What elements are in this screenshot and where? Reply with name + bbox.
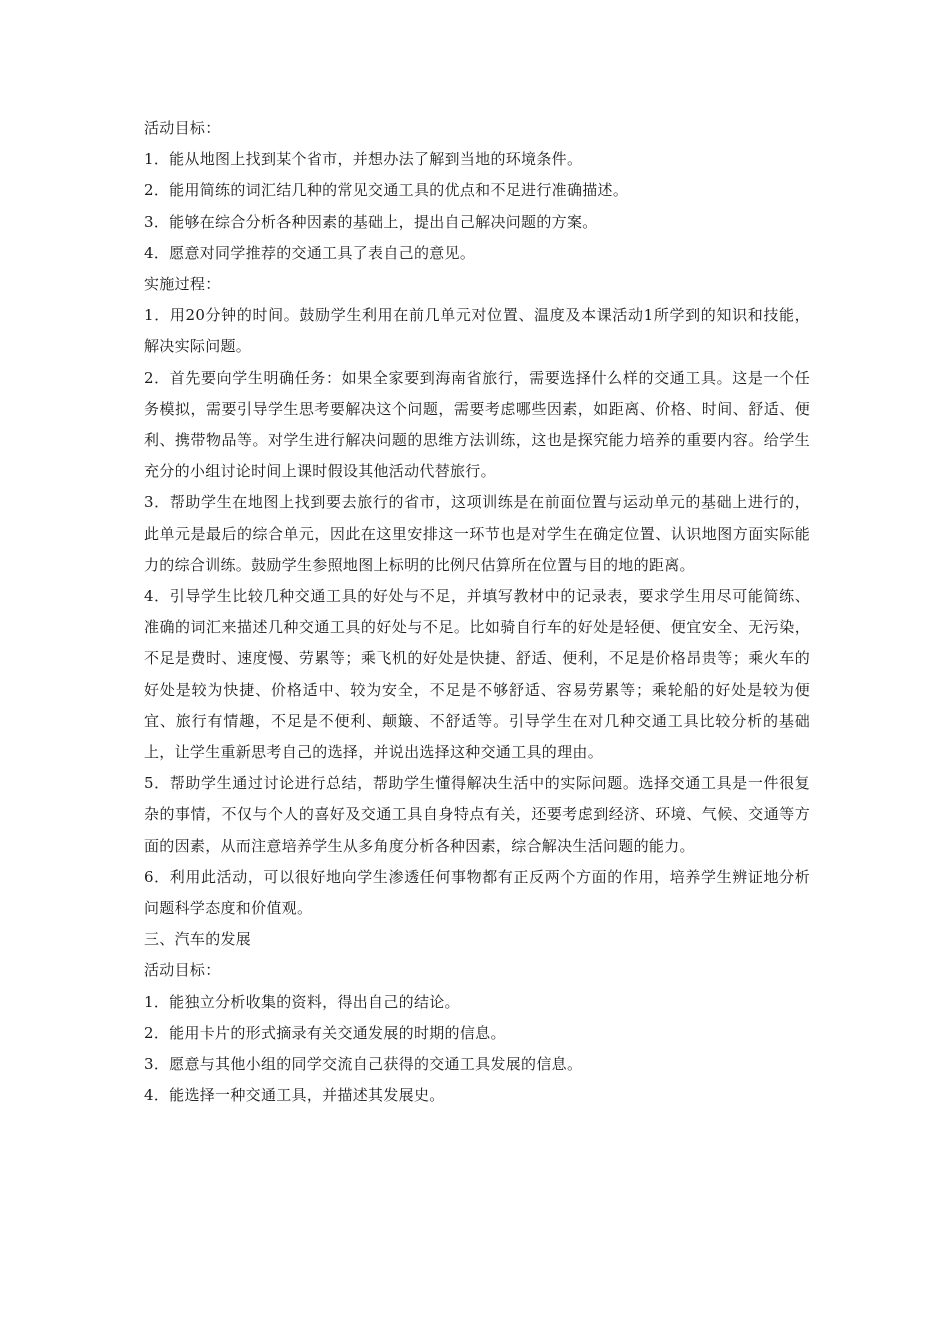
goal-item: 2．能用卡片的形式摘录有关交通发展的时期的信息。 <box>144 1023 506 1042</box>
section-title: 三、汽车的发展 <box>144 930 252 949</box>
goal-item: 3．能够在综合分析各种因素的基础上，提出自己解决问题的方案。 <box>144 212 598 231</box>
process-item: 6．利用此活动，可以很好地向学生渗透任何事物都有正反两个方面的作用，培养学生辨证地分析问题科学态度和价值观。 <box>144 867 810 918</box>
goal-item: 1．能独立分析收集的资料，得出自己的结论。 <box>144 992 460 1011</box>
process-item: 5．帮助学生通过讨论进行总结，帮助学生懂得解决生活中的实际问题。选择交通工具是一件很复杂的事情，不仅与个人的喜好及交通工具自身特点有关，还要考虑到经济、环境、气候、交通等方面的因素，从而注意培养学生从多角度分析各种因素，综合解决生活问题的能力。 <box>144 774 810 855</box>
goal-item: 3．愿意与其他小组的同学交流自己获得的交通工具发展的信息。 <box>144 1055 583 1074</box>
goal-item: 4．能选择一种交通工具，并描述其发展史。 <box>144 1086 445 1105</box>
process-item: 3．帮助学生在地图上找到要去旅行的省市，这项训练是在前面位置与运动单元的基础上进行的，此单元是最后的综合单元，因此在这里安排这一环节也是对学生在确定位置、认识地图方面实际能力的综合训练。鼓励学生参照地图上标明的比例尺估算所在位置与目的地的距离。 <box>144 493 810 574</box>
process-item: 1．用20分钟的时间。鼓励学生利用在前几单元对位置、温度及本课活动1所学到的知识和技能，解决实际问题。 <box>144 306 810 356</box>
document-page <box>144 113 810 1112</box>
goal-item: 2．能用简练的词汇结几种的常见交通工具的优点和不足进行准确描述。 <box>144 181 629 200</box>
goals-heading: 活动目标： <box>144 961 221 980</box>
process-item: 4．引导学生比较几种交通工具的好处与不足，并填写教材中的记录表，要求学生用尽可能简练、准确的词汇来描述几种交通工具的好处与不足。比如骑自行车的好处是轻便、便宜安全、无污染，不足是费时、速度慢、劳累等；乘飞机的好处是快捷、舒适、便利，不足是价格昂贵等；乘火车的好处是较为快捷、价格适中、较为安全，不足是不够舒适、容易劳累等；乘轮船的好处是较为便宜、旅行有情趣，不足是不便利、颠簸、不舒适等。引导学生在对几种交通工具比较分析的基础上，让学生重新思考自己的选择，并说出选择这种交通工具的理由。 <box>144 587 810 762</box>
goal-item: 1．能从地图上找到某个省市，并想办法了解到当地的环境条件。 <box>144 150 583 169</box>
process-item: 2．首先要向学生明确任务：如果全家要到海南省旅行，需要选择什么样的交通工具。这是一个任务模拟，需要引导学生思考要解决这个问题，需要考虑哪些因素，如距离、价格、时间、舒适、便利、携带物品等。对学生进行解决问题的思维方法训练，这也是探究能力培养的重要内容。给学生充分的小组讨论时间上课时假设其他活动代替旅行。 <box>144 368 810 481</box>
process-heading: 实施过程： <box>144 275 221 294</box>
goal-item: 4．愿意对同学推荐的交通工具了表自己的意见。 <box>144 243 476 262</box>
goals-heading: 活动目标： <box>144 119 221 137</box>
